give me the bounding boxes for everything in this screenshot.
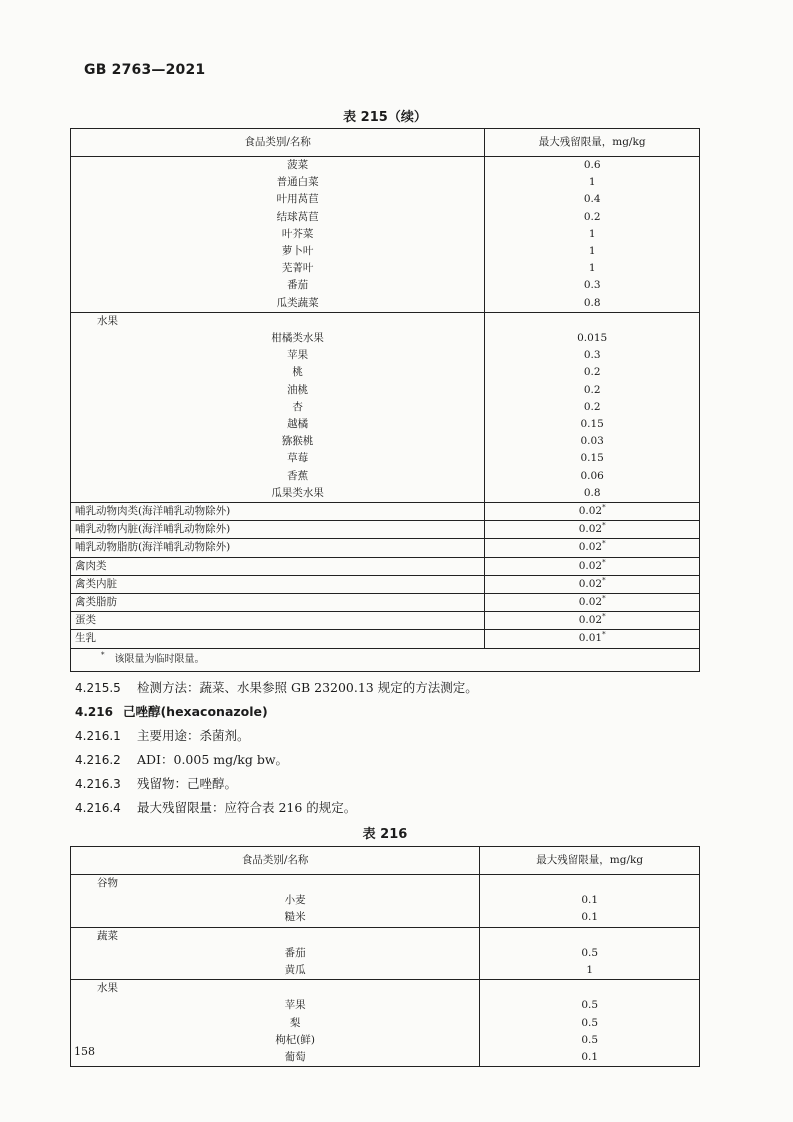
paragraph xyxy=(75,798,356,816)
table-215-caption: 表 215（续） xyxy=(343,110,427,125)
limit-value: 0.1 xyxy=(581,894,599,907)
column-header-limit: 最大残留限量，mg/kg xyxy=(485,129,700,157)
table-row xyxy=(71,962,700,980)
food-name: 梨 xyxy=(71,1015,480,1032)
food-name: 普通白菜 xyxy=(71,174,485,191)
food-name: 葡萄 xyxy=(71,1049,480,1067)
clause-text: 最大残留限量：应符合表 216 的规定。 xyxy=(137,800,357,815)
limit-value: 1 xyxy=(588,262,596,275)
limit-cell xyxy=(485,191,700,208)
clause-number: 4.216.3 xyxy=(75,777,121,791)
limit-value: 0.015 xyxy=(577,332,608,345)
table-row xyxy=(71,557,700,575)
footnote-marker: * xyxy=(602,539,606,548)
table-row xyxy=(71,277,700,294)
table-row xyxy=(71,209,700,226)
limit-cell xyxy=(485,295,700,313)
footnote-marker: * xyxy=(602,576,606,585)
limit-value: 0.4 xyxy=(583,193,601,206)
limit-cell xyxy=(485,174,700,191)
limit-value: 0.5 xyxy=(581,999,599,1012)
footnote-marker: * xyxy=(101,651,105,660)
limit-cell xyxy=(485,416,700,433)
limit-value: 0.02 xyxy=(578,541,603,554)
clause-text: 己唑醇(hexaconazole) xyxy=(122,704,268,719)
limit-value: 0.02 xyxy=(578,614,603,627)
footnote-marker: * xyxy=(602,558,606,567)
table-row xyxy=(71,450,700,467)
limit-value: 0.5 xyxy=(581,946,599,959)
group-name: 谷物 xyxy=(71,875,480,893)
table-row xyxy=(71,174,700,191)
food-name: 生乳 xyxy=(71,630,485,648)
food-name: 禽类脂肪 xyxy=(71,594,485,612)
food-name: 哺乳动物脂肪(海洋哺乳动物除外) xyxy=(71,539,485,557)
limit-value: 0.2 xyxy=(583,400,601,413)
limit-value: 0.02 xyxy=(578,577,603,590)
group-name: 水果 xyxy=(71,980,480,998)
table-row xyxy=(71,485,700,503)
paragraph xyxy=(75,702,268,720)
limit-cell xyxy=(485,557,700,575)
food-name: 糙米 xyxy=(71,909,480,927)
limit-cell xyxy=(485,594,700,612)
table-row xyxy=(71,416,700,433)
column-header-limit: 最大残留限量，mg/kg xyxy=(480,847,700,875)
table-row xyxy=(71,243,700,260)
table-row xyxy=(71,347,700,364)
clause-number: 4.215.5 xyxy=(75,681,121,695)
food-name: 萝卜叶 xyxy=(71,243,485,260)
limit-value: 0.3 xyxy=(583,279,601,292)
table-row xyxy=(71,364,700,381)
table-row xyxy=(71,330,700,347)
food-name: 油桃 xyxy=(71,382,485,399)
table-row xyxy=(71,521,700,539)
footnote-text: 该限量为临时限量。 xyxy=(114,653,205,665)
food-name: 猕猴桃 xyxy=(71,433,485,450)
footnote-row xyxy=(71,648,700,671)
group-row xyxy=(71,312,700,330)
food-name: 哺乳动物肉类(海洋哺乳动物除外) xyxy=(71,503,485,521)
limit-value: 0.2 xyxy=(583,383,601,396)
table-216-caption: 表 216 xyxy=(362,827,408,842)
food-name: 禽肉类 xyxy=(71,557,485,575)
standard-code: GB 2763—2021 xyxy=(84,62,206,78)
limit-value: 1 xyxy=(588,245,596,258)
limit-cell xyxy=(485,399,700,416)
clause-number: 4.216 xyxy=(75,705,113,719)
limit-cell xyxy=(480,927,700,945)
food-name: 芜菁叶 xyxy=(71,260,485,277)
group-name: 蔬菜 xyxy=(71,927,480,945)
limit-cell xyxy=(480,997,700,1014)
limit-value: 0.02 xyxy=(578,523,603,536)
limit-value: 0.5 xyxy=(581,1033,599,1046)
food-name: 香蕉 xyxy=(71,468,485,485)
table-row xyxy=(71,503,700,521)
table-row xyxy=(71,630,700,648)
limit-value: 1 xyxy=(588,176,596,189)
column-header-name: 食品类别/名称 xyxy=(71,129,485,157)
food-name: 小麦 xyxy=(71,892,480,909)
footnote-marker: * xyxy=(602,521,606,530)
limit-cell xyxy=(480,1049,700,1067)
food-name: 黄瓜 xyxy=(71,962,480,980)
food-name: 苹果 xyxy=(71,997,480,1014)
group-row xyxy=(71,980,700,998)
limit-value: 0.15 xyxy=(580,418,604,431)
food-name: 结球莴苣 xyxy=(71,209,485,226)
clause-text: 残留物：己唑醇。 xyxy=(137,776,238,791)
clause-text: ADI：0.005 mg/kg bw。 xyxy=(137,752,289,767)
limit-value: 1 xyxy=(586,964,594,977)
limit-value: 0.8 xyxy=(583,486,601,499)
food-name: 蛋类 xyxy=(71,612,485,630)
table-row xyxy=(71,575,700,593)
limit-cell xyxy=(485,521,700,539)
limit-cell xyxy=(485,575,700,593)
limit-value: 0.02 xyxy=(578,559,603,572)
footnote xyxy=(71,648,700,671)
page-number: 158 xyxy=(74,1045,95,1058)
limit-value: 0.02 xyxy=(578,505,603,518)
table-row xyxy=(71,997,700,1014)
limit-cell xyxy=(485,260,700,277)
footnote-marker: * xyxy=(602,612,606,621)
limit-cell xyxy=(480,980,700,998)
column-header-name: 食品类别/名称 xyxy=(71,847,480,875)
footnote-marker: * xyxy=(602,594,606,603)
limit-value: 0.1 xyxy=(581,1051,599,1064)
group-name: 水果 xyxy=(71,312,485,330)
limit-cell xyxy=(480,1015,700,1032)
food-name: 越橘 xyxy=(71,416,485,433)
limit-cell xyxy=(485,209,700,226)
table-row xyxy=(71,399,700,416)
limit-value: 0.6 xyxy=(583,159,601,171)
table-row xyxy=(71,945,700,962)
limit-value: 0.06 xyxy=(580,469,604,482)
limit-value: 0.01 xyxy=(578,632,603,645)
food-name: 禽类内脏 xyxy=(71,575,485,593)
limit-cell xyxy=(485,226,700,243)
limit-cell xyxy=(485,485,700,503)
limit-cell xyxy=(485,312,700,330)
clause-text: 检测方法：蔬菜、水果参照 GB 23200.13 规定的方法测定。 xyxy=(137,680,478,695)
food-name: 瓜果类水果 xyxy=(71,485,485,503)
table-row xyxy=(71,1049,700,1067)
limit-value: 0.15 xyxy=(580,452,604,465)
footnote-marker: * xyxy=(602,503,606,512)
clause-text: 主要用途：杀菌剂。 xyxy=(137,728,250,743)
limit-cell xyxy=(485,347,700,364)
food-name: 番茄 xyxy=(71,945,480,962)
limit-cell xyxy=(480,892,700,909)
limit-cell xyxy=(485,330,700,347)
table-row xyxy=(71,226,700,243)
limit-value: 0.2 xyxy=(583,366,601,379)
clause-number: 4.216.4 xyxy=(75,801,121,815)
limit-cell xyxy=(485,364,700,381)
table-row xyxy=(71,612,700,630)
limit-value: 0.02 xyxy=(578,596,603,609)
limit-value: 0.1 xyxy=(581,911,599,924)
group-row xyxy=(71,875,700,893)
food-name: 草莓 xyxy=(71,450,485,467)
table-row xyxy=(71,191,700,208)
paragraph xyxy=(75,774,237,792)
food-name: 枸杞(鲜) xyxy=(71,1032,480,1049)
food-name: 瓜类蔬菜 xyxy=(71,295,485,313)
table-row xyxy=(71,295,700,313)
table-row xyxy=(71,157,700,175)
table-row xyxy=(71,909,700,927)
limit-value: 0.2 xyxy=(583,210,601,223)
limit-cell xyxy=(485,539,700,557)
food-name: 柑橘类水果 xyxy=(71,330,485,347)
food-name: 叶用莴苣 xyxy=(71,191,485,208)
paragraph xyxy=(75,678,478,696)
limit-cell xyxy=(485,468,700,485)
limit-cell xyxy=(480,1032,700,1049)
clause-number: 4.216.1 xyxy=(75,729,121,743)
table-row xyxy=(71,594,700,612)
limit-cell xyxy=(480,909,700,927)
food-name: 桃 xyxy=(71,364,485,381)
limit-value: 1 xyxy=(588,227,596,240)
table-row xyxy=(71,892,700,909)
table-216 xyxy=(70,846,700,1067)
table-row xyxy=(71,382,700,399)
limit-cell xyxy=(485,503,700,521)
table-215 xyxy=(70,128,700,672)
table-row xyxy=(71,1032,700,1049)
footnote-marker: * xyxy=(602,630,606,639)
limit-value: 0.3 xyxy=(583,349,601,362)
paragraph xyxy=(75,750,288,768)
group-row xyxy=(71,927,700,945)
food-name: 叶芥菜 xyxy=(71,226,485,243)
clause-number: 4.216.2 xyxy=(75,753,121,767)
food-name: 杏 xyxy=(71,399,485,416)
paragraph xyxy=(75,726,250,744)
table-row xyxy=(71,468,700,485)
limit-cell xyxy=(480,962,700,980)
table-row xyxy=(71,1015,700,1032)
limit-cell xyxy=(485,243,700,260)
limit-value: 0.03 xyxy=(580,435,604,448)
limit-cell xyxy=(480,875,700,893)
limit-cell xyxy=(480,945,700,962)
food-name: 番茄 xyxy=(71,277,485,294)
limit-value: 0.5 xyxy=(581,1016,599,1029)
table-row xyxy=(71,539,700,557)
limit-cell xyxy=(485,277,700,294)
limit-cell xyxy=(485,433,700,450)
limit-cell xyxy=(485,157,700,175)
limit-cell xyxy=(485,450,700,467)
limit-cell xyxy=(485,612,700,630)
food-name: 苹果 xyxy=(71,347,485,364)
limit-cell xyxy=(485,382,700,399)
food-name: 哺乳动物内脏(海洋哺乳动物除外) xyxy=(71,521,485,539)
table-row xyxy=(71,433,700,450)
limit-cell xyxy=(485,630,700,648)
limit-value: 0.8 xyxy=(583,296,601,309)
food-name: 菠菜 xyxy=(71,157,485,175)
table-row xyxy=(71,260,700,277)
